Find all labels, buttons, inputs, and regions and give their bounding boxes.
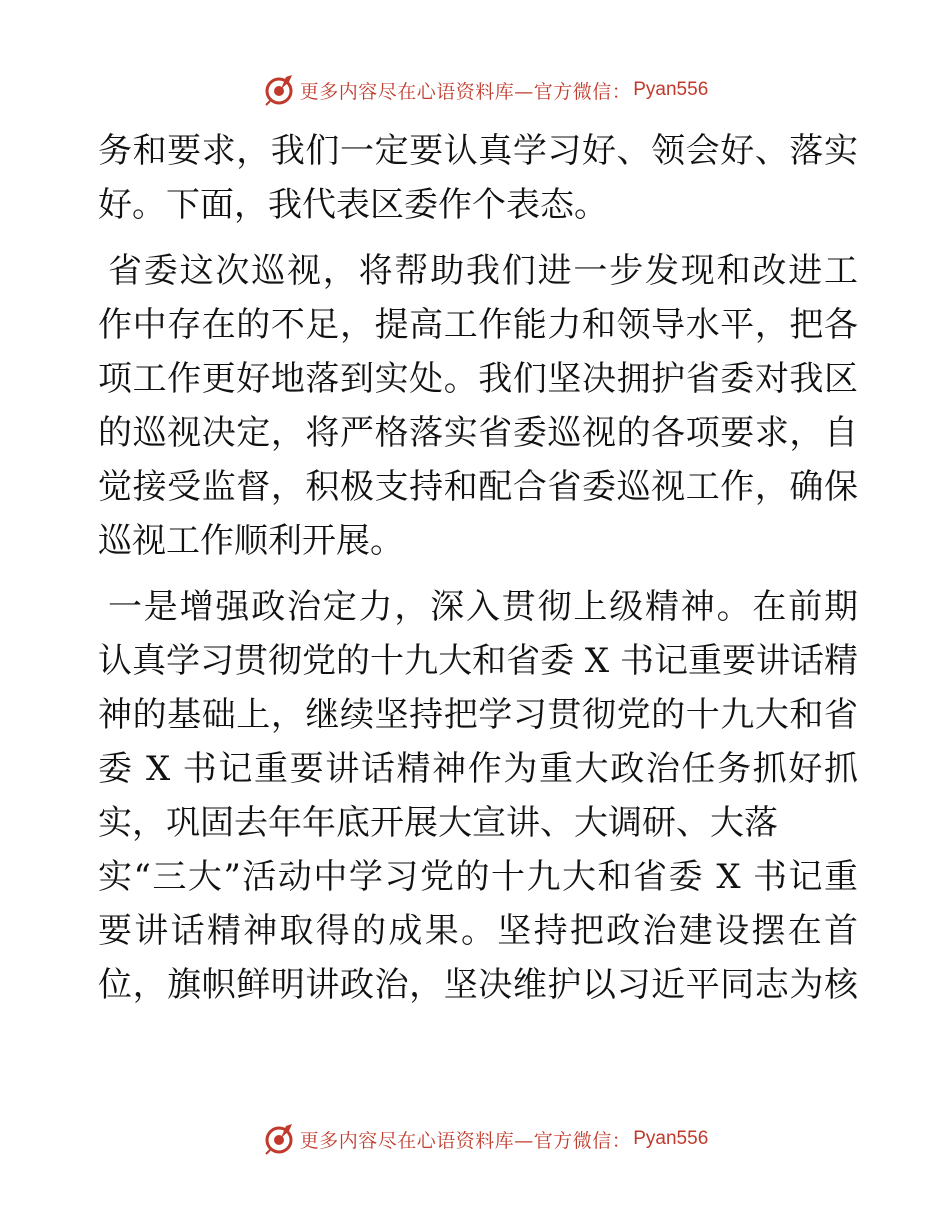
text-line: 位，旗帜鲜明讲政治，坚决维护以习近平同志为核	[98, 965, 858, 1005]
text-line: 神的基础上，继续坚持把学习贯彻党的十九大和省	[98, 695, 858, 735]
text-line: 项工作更好地落到实处。我们坚决拥护省委对我区	[98, 359, 858, 399]
quill-seal-logo-icon	[262, 73, 296, 107]
text-line: 认真学习贯彻党的十九大和省委 X 书记重要讲话精	[98, 641, 858, 681]
text-line: 一是增强政治定力，深入贯彻上级精神。在前期	[108, 587, 858, 627]
footer-banner	[0, 1119, 950, 1159]
text-line: 务和要求，我们一定要认真学习好、领会好、落实	[98, 131, 858, 171]
paragraph-1	[98, 124, 858, 232]
text-line: 省委这次巡视，将帮助我们进一步发现和改进工	[108, 251, 858, 291]
text-line: 的巡视决定，将严格落实省委巡视的各项要求，自	[98, 413, 858, 453]
text-line: 实，巩固去年年底开展大宣讲、大调研、大落	[98, 803, 778, 843]
paragraph-2	[98, 244, 858, 568]
paragraph-3	[98, 580, 858, 1012]
text-line: 觉接受监督，积极支持和配合省委巡视工作，确保	[98, 467, 858, 507]
header-banner	[0, 70, 950, 110]
text-line: 作中存在的不足，提高工作能力和领导水平，把各	[98, 305, 858, 345]
header-wechat-id: Pyan556	[633, 79, 709, 100]
footer-banner-text: 更多内容尽在心语资料库—官方微信：	[299, 1129, 632, 1152]
text-line: 好。下面，我代表区委作个表态。	[98, 185, 608, 225]
document-body	[98, 124, 858, 1024]
text-line: 实“三大”活动中学习党的十九大和省委 X 书记重	[98, 857, 858, 897]
text-line: 要讲话精神取得的成果。坚持把政治建设摆在首	[98, 911, 858, 951]
text-line: 巡视工作顺利开展。	[98, 521, 404, 561]
footer-wechat-id: Pyan556	[633, 1128, 709, 1149]
text-line: 委 X 书记重要讲话精神作为重大政治任务抓好抓	[98, 749, 858, 789]
header-banner-text: 更多内容尽在心语资料库—官方微信：	[299, 80, 632, 103]
quill-seal-logo-icon	[262, 1122, 296, 1156]
